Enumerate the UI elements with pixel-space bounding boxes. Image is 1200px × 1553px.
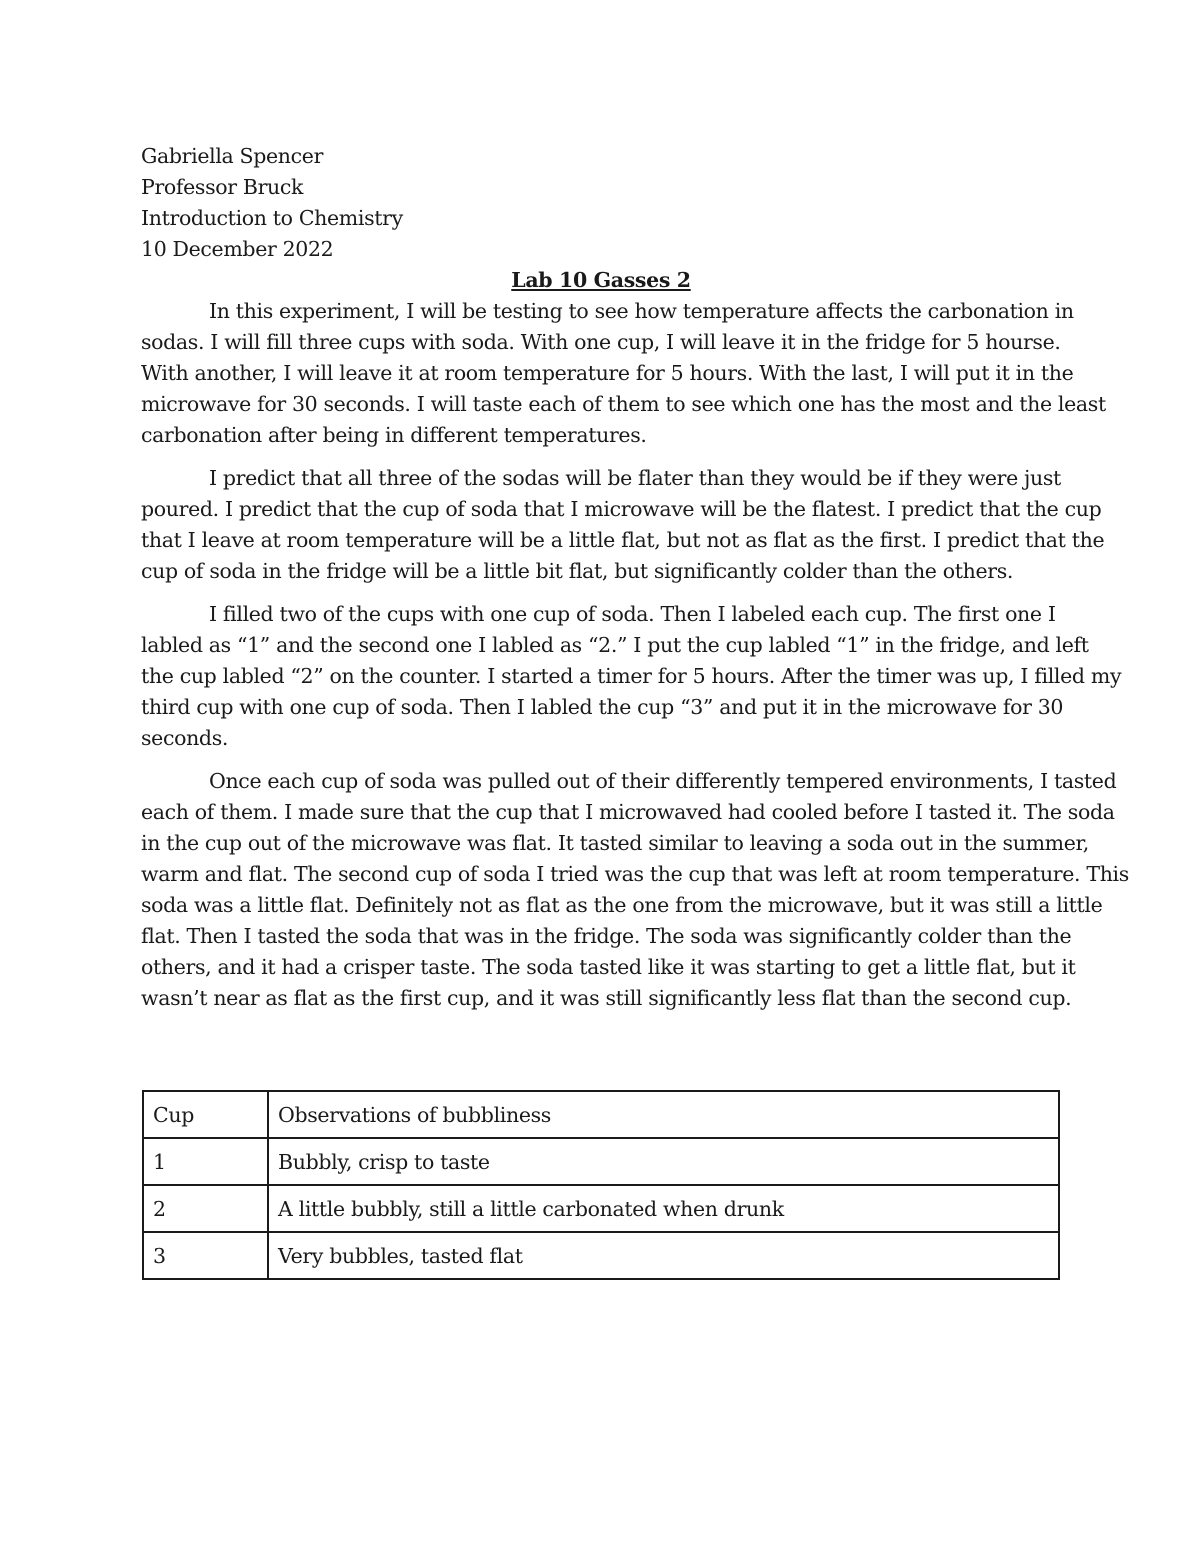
author-name: Gabriella Spencer bbox=[141, 144, 324, 168]
table-cell-cup: 3 bbox=[143, 1232, 268, 1279]
document-date: 10 December 2022 bbox=[141, 237, 334, 261]
paragraph-line: sodas. I will fill three cups with soda. With one cup, I will leave it in the fridge for 5 hourse. bbox=[141, 330, 1061, 354]
paragraph-line: the cup labled “2” on the counter. I started a timer for 5 hours. After the timer was up, I filled my bbox=[141, 664, 1122, 688]
paragraph-intro bbox=[141, 296, 1106, 451]
observations-table bbox=[142, 1090, 1060, 1280]
table-header-cup: Cup bbox=[143, 1091, 268, 1138]
paragraph-prediction bbox=[141, 463, 1105, 587]
professor-name: Professor Bruck bbox=[141, 175, 304, 199]
paragraph-line: in the cup out of the microwave was flat. It tasted similar to leaving a soda out in the summer, bbox=[141, 831, 1089, 855]
table-cell-cup: 1 bbox=[143, 1138, 268, 1185]
paragraph-line: I filled two of the cups with one cup of soda. Then I labeled each cup. The first one I bbox=[209, 602, 1056, 626]
paragraph-line: Once each cup of soda was pulled out of their differently tempered environments, I tasted bbox=[209, 769, 1117, 793]
paragraph-line: With another, I will leave it at room temperature for 5 hours. With the last, I will put it in the bbox=[141, 361, 1074, 385]
table-cell-observation: Bubbly, crisp to taste bbox=[268, 1138, 1059, 1185]
paragraph-line: warm and flat. The second cup of soda I tried was the cup that was left at room temperature. This bbox=[141, 862, 1129, 886]
paragraph-line: each of them. I made sure that the cup that I microwaved had cooled before I tasted it. The soda bbox=[141, 800, 1115, 824]
paragraph-line: cup of soda in the fridge will be a little bit flat, but significantly colder than the others. bbox=[141, 559, 1014, 583]
paragraph-line: I predict that all three of the sodas will be flater than they would be if they were just bbox=[209, 466, 1061, 490]
table-row bbox=[143, 1138, 1059, 1185]
paragraph-procedure bbox=[141, 599, 1122, 754]
paragraph-line: labled as “1” and the second one I labled as “2.” I put the cup labled “1” in the fridge, and left bbox=[141, 633, 1089, 657]
paragraph-line: others, and it had a crisper taste. The soda tasted like it was starting to get a little flat, but it bbox=[141, 955, 1076, 979]
paragraph-line: poured. I predict that the cup of soda that I microwave will be the flatest. I predict that the cup bbox=[141, 497, 1102, 521]
paragraph-line: third cup with one cup of soda. Then I labled the cup “3” and put it in the microwave for 30 bbox=[141, 695, 1064, 719]
paragraph-line: that I leave at room temperature will be a little flat, but not as flat as the first. I predict that the bbox=[141, 528, 1105, 552]
paragraph-line: soda was a little flat. Definitely not as flat as the one from the microwave, but it was still a little bbox=[141, 893, 1103, 917]
paragraph-line: wasn’t near as flat as the first cup, and it was still significantly less flat than the second cup. bbox=[141, 986, 1072, 1010]
table-header-row bbox=[143, 1091, 1059, 1138]
paragraph-line: microwave for 30 seconds. I will taste each of them to see which one has the most and the least bbox=[141, 392, 1106, 416]
paragraph-line: In this experiment, I will be testing to see how temperature affects the carbonation in bbox=[209, 299, 1074, 323]
table-cell-cup: 2 bbox=[143, 1185, 268, 1232]
document-title: Lab 10 Gasses 2 bbox=[511, 268, 691, 292]
table-row bbox=[143, 1232, 1059, 1279]
course-name: Introduction to Chemistry bbox=[141, 206, 403, 230]
paragraph-line: flat. Then I tasted the soda that was in the fridge. The soda was significantly colder than the bbox=[141, 924, 1072, 948]
paragraph-line: carbonation after being in different temperatures. bbox=[141, 423, 647, 447]
table-row bbox=[143, 1185, 1059, 1232]
document-body bbox=[141, 141, 1129, 1026]
table-header-observations: Observations of bubbliness bbox=[268, 1091, 1059, 1138]
paragraph-results bbox=[141, 766, 1129, 1014]
paragraph-line: seconds. bbox=[141, 726, 229, 750]
table-cell-observation: Very bubbles, tasted flat bbox=[268, 1232, 1059, 1279]
table-cell-observation: A little bubbly, still a little carbonated when drunk bbox=[268, 1185, 1059, 1232]
